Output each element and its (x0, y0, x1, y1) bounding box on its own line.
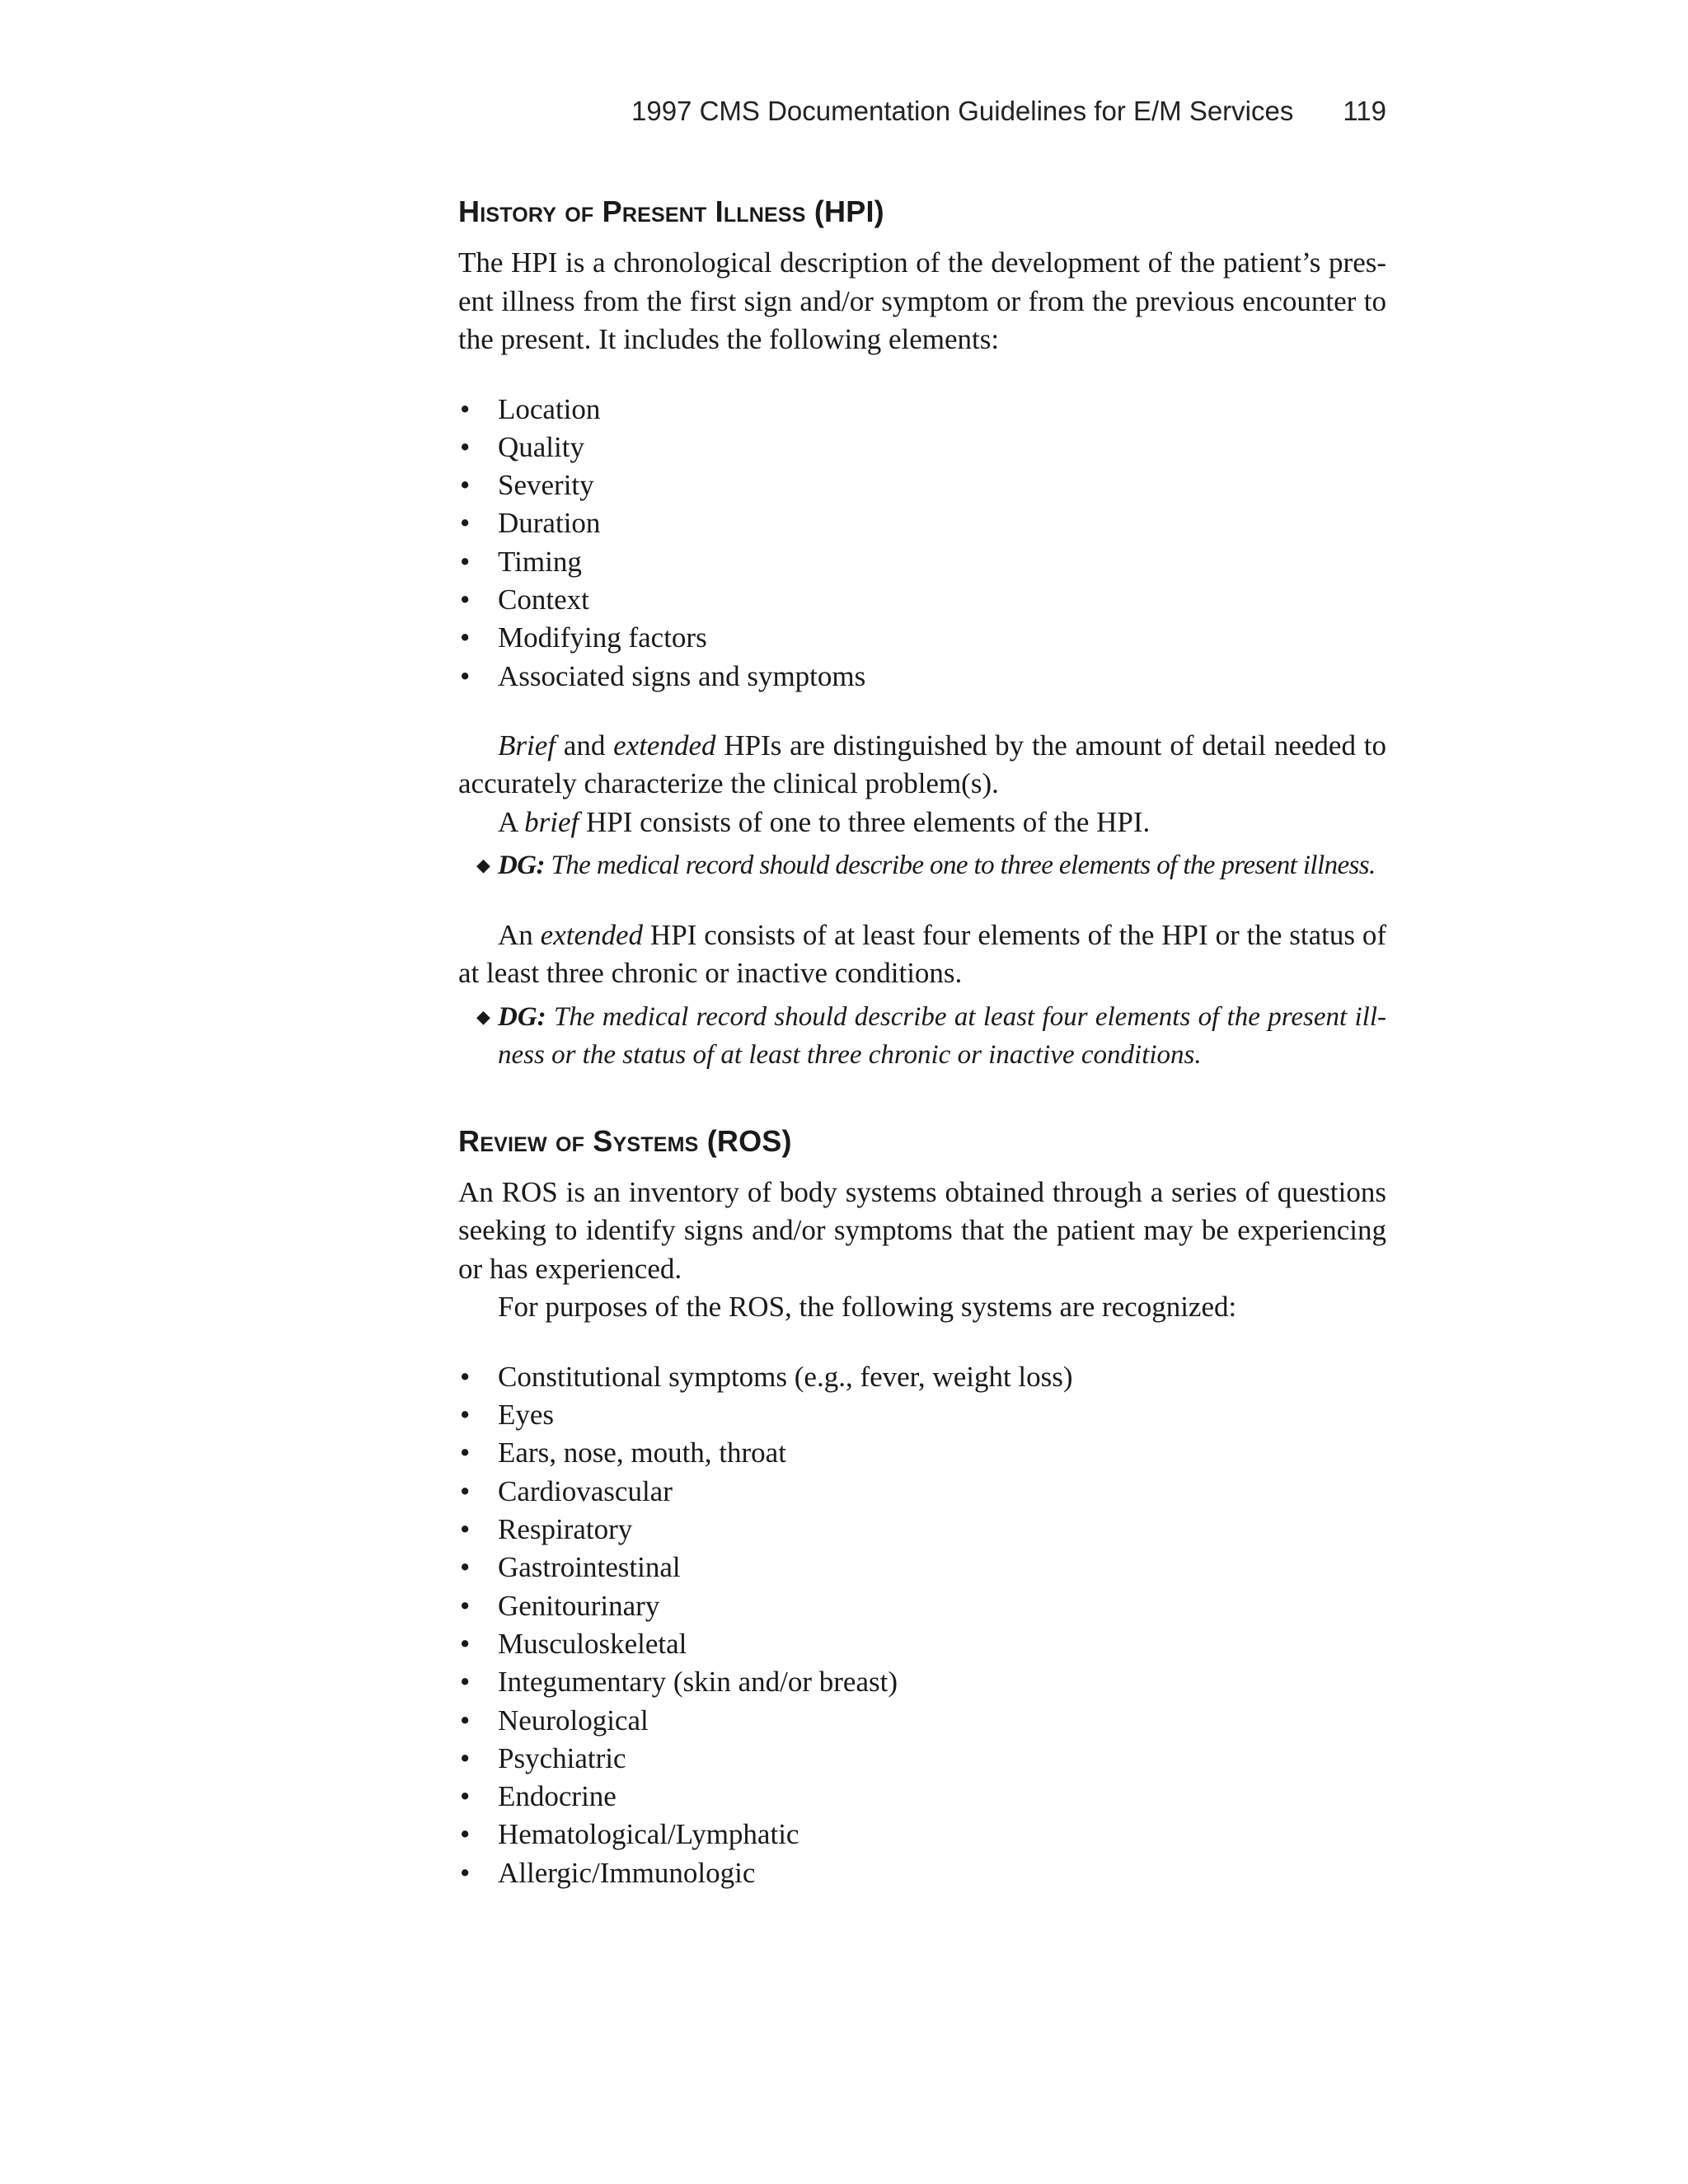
list-item: • Severity (458, 466, 1386, 504)
page-content (458, 191, 1386, 1892)
list-item: • Eyes (458, 1396, 1386, 1434)
list-item: • Musculoskeletal (458, 1625, 1386, 1663)
documentation-guideline-brief: ◆ DG: The medical record should describe one to three elements of the present illness. (458, 846, 1386, 885)
list-item: • Allergic/Immunologic (458, 1854, 1386, 1892)
dg-label: DG: (498, 851, 545, 881)
list-item: • Neurological (458, 1702, 1386, 1740)
list-item: • Integumentary (skin and/or breast) (458, 1663, 1386, 1701)
extended-hpi-paragraph: An extended HPI consists of at least four elements of the HPI or the status of at least three chronic or inactive conditions. (458, 918, 1387, 990)
list-item: • Timing (458, 543, 1386, 581)
diamond-bullet-icon: ◆ (476, 855, 490, 876)
diamond-bullet-icon: ◆ (476, 1005, 490, 1027)
hpi-intro-paragraph: The HPI is a chronological description of the development of the patient’s pres- ent illness from the first sign and/or symptom or from the previous encounter to the present. It includes the following elements: (458, 246, 1386, 355)
list-item: • Endocrine (458, 1778, 1386, 1816)
list-item: • Gastrointestinal (458, 1549, 1386, 1586)
ros-heading: Review of Systems (ROS) (458, 1123, 792, 1158)
brief-term: Brief (498, 729, 556, 762)
list-item: • Psychiatric (458, 1740, 1386, 1778)
list-item: • Cardiovascular (458, 1473, 1386, 1511)
brief-term: brief (524, 805, 579, 838)
ros-systems-list (458, 1358, 1386, 1892)
brief-extended-paragraph: Brief and extended HPIs are distinguished by the amount of detail needed to accurately characterize the clinical problem(s). (458, 729, 1386, 800)
documentation-guideline-extended: ◆ DG: The medical record should describe at least four elements of the present ill- ness or the status of at least three chronic or inactive conditions. (458, 998, 1386, 1075)
list-item: • Ears, nose, mouth, throat (458, 1434, 1386, 1472)
list-item: • Hematological/Lymphatic (458, 1816, 1386, 1854)
running-title: 1997 CMS Documentation Guidelines for E/M Services (631, 96, 1294, 126)
list-item: • Associated signs and symptoms (458, 658, 1386, 696)
list-item: • Constitutional symptoms (e.g., fever, weight loss) (458, 1358, 1386, 1396)
list-item: • Duration (458, 504, 1386, 542)
running-header (458, 96, 1386, 127)
extended-term: extended (613, 729, 716, 762)
list-item: • Modifying factors (458, 619, 1386, 657)
list-item: • Quality (458, 429, 1386, 466)
ros-intro-paragraph: An ROS is an inventory of body systems obtained through a series of questions seeking to identify signs and/or symptoms that the patient may be experiencing or has experienced. (458, 1175, 1386, 1285)
brief-hpi-paragraph: A brief HPI consists of one to three elements of the HPI. (498, 805, 1151, 838)
extended-term: extended (540, 918, 644, 951)
list-item: • Genitourinary (458, 1587, 1386, 1625)
hpi-elements-list (458, 391, 1386, 696)
page-number: 119 (1343, 96, 1386, 126)
list-item: • Respiratory (458, 1511, 1386, 1549)
dg-label: DG: (498, 1001, 546, 1032)
hpi-heading: History of Present Illness (HPI) (458, 194, 884, 228)
list-item: • Context (458, 581, 1386, 619)
list-item: • Location (458, 391, 1386, 429)
ros-purpose-paragraph: For purposes of the ROS, the following systems are recognized: (498, 1291, 1237, 1324)
